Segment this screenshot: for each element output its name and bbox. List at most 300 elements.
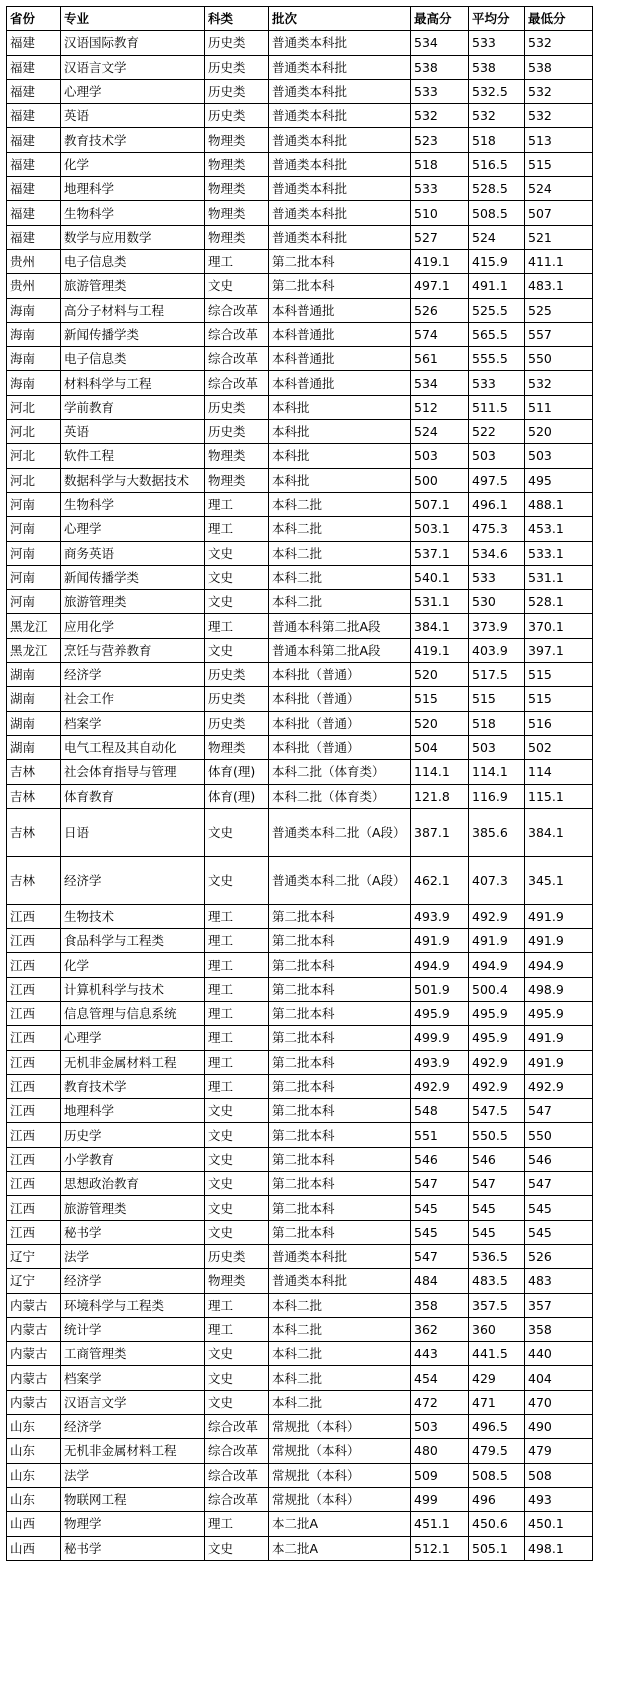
cell-subject-category: 体育(理) [205, 784, 269, 808]
cell-subject-category: 文史 [205, 1147, 269, 1171]
cell-subject-category: 综合改革 [205, 298, 269, 322]
cell-batch: 普通类本科批 [269, 1269, 411, 1293]
cell-max-score: 534 [411, 31, 469, 55]
header-row [7, 7, 593, 31]
cell-province: 江西 [7, 1001, 61, 1025]
header-batch: 批次 [269, 7, 411, 31]
cell-max-score: 484 [411, 1269, 469, 1293]
table-row [7, 492, 593, 516]
cell-min-score: 532 [525, 371, 593, 395]
cell-avg-score: 415.9 [469, 249, 525, 273]
cell-major: 食品科学与工程类 [61, 929, 205, 953]
cell-province: 河北 [7, 468, 61, 492]
cell-batch: 第二批本科 [269, 1074, 411, 1098]
cell-avg-score: 492.9 [469, 1050, 525, 1074]
cell-avg-score: 450.6 [469, 1512, 525, 1536]
cell-batch: 本科二批 [269, 1366, 411, 1390]
cell-max-score: 547 [411, 1172, 469, 1196]
cell-batch: 普通类本科二批（A段） [269, 856, 411, 904]
cell-avg-score: 491.1 [469, 274, 525, 298]
cell-avg-score: 547.5 [469, 1099, 525, 1123]
cell-batch: 本科二批（体育类） [269, 784, 411, 808]
cell-subject-category: 理工 [205, 492, 269, 516]
cell-subject-category: 综合改革 [205, 1487, 269, 1511]
cell-avg-score: 475.3 [469, 517, 525, 541]
cell-batch: 本科二批 [269, 541, 411, 565]
cell-batch: 本科二批 [269, 1293, 411, 1317]
cell-major: 档案学 [61, 1366, 205, 1390]
cell-province: 福建 [7, 104, 61, 128]
table-row [7, 614, 593, 638]
cell-subject-category: 理工 [205, 1074, 269, 1098]
cell-batch: 普通类本科批 [269, 1244, 411, 1268]
cell-min-score: 483.1 [525, 274, 593, 298]
cell-province: 山西 [7, 1536, 61, 1560]
cell-major: 经济学 [61, 1269, 205, 1293]
cell-avg-score: 550.5 [469, 1123, 525, 1147]
cell-max-score: 472 [411, 1390, 469, 1414]
cell-batch: 本科批（普通） [269, 735, 411, 759]
cell-major: 思想政治教育 [61, 1172, 205, 1196]
table-row [7, 79, 593, 103]
cell-batch: 第二批本科 [269, 1026, 411, 1050]
cell-major: 英语 [61, 420, 205, 444]
cell-avg-score: 496 [469, 1487, 525, 1511]
cell-subject-category: 文史 [205, 1099, 269, 1123]
header-min-score: 最低分 [525, 7, 593, 31]
cell-batch: 本科批 [269, 468, 411, 492]
cell-subject-category: 理工 [205, 1512, 269, 1536]
table-row [7, 1342, 593, 1366]
cell-max-score: 497.1 [411, 274, 469, 298]
cell-avg-score: 429 [469, 1366, 525, 1390]
cell-subject-category: 综合改革 [205, 322, 269, 346]
header-province: 省份 [7, 7, 61, 31]
cell-max-score: 362 [411, 1317, 469, 1341]
cell-major: 英语 [61, 104, 205, 128]
cell-province: 江西 [7, 904, 61, 928]
cell-min-score: 532 [525, 104, 593, 128]
cell-major: 经济学 [61, 1415, 205, 1439]
cell-min-score: 491.9 [525, 904, 593, 928]
cell-major: 软件工程 [61, 444, 205, 468]
cell-batch: 普通类本科批 [269, 79, 411, 103]
table-row [7, 663, 593, 687]
table-row [7, 468, 593, 492]
cell-subject-category: 历史类 [205, 711, 269, 735]
cell-major: 汉语言文学 [61, 55, 205, 79]
cell-min-score: 483 [525, 1269, 593, 1293]
cell-major: 档案学 [61, 711, 205, 735]
cell-province: 江西 [7, 953, 61, 977]
cell-avg-score: 533 [469, 565, 525, 589]
cell-avg-score: 533 [469, 31, 525, 55]
cell-major: 信息管理与信息系统 [61, 1001, 205, 1025]
cell-batch: 普通类本科批 [269, 55, 411, 79]
table-row [7, 1147, 593, 1171]
cell-subject-category: 物理类 [205, 128, 269, 152]
cell-max-score: 387.1 [411, 808, 469, 856]
cell-batch: 常规批（本科） [269, 1439, 411, 1463]
cell-province: 福建 [7, 79, 61, 103]
cell-subject-category: 物理类 [205, 1269, 269, 1293]
cell-min-score: 511 [525, 395, 593, 419]
cell-major: 心理学 [61, 517, 205, 541]
cell-min-score: 114 [525, 760, 593, 784]
table-row [7, 201, 593, 225]
cell-major: 汉语言文学 [61, 1390, 205, 1414]
cell-major: 社会体育指导与管理 [61, 760, 205, 784]
cell-subject-category: 文史 [205, 541, 269, 565]
cell-subject-category: 文史 [205, 1390, 269, 1414]
cell-province: 内蒙古 [7, 1342, 61, 1366]
cell-avg-score: 532 [469, 104, 525, 128]
table-row [7, 128, 593, 152]
cell-subject-category: 文史 [205, 808, 269, 856]
cell-min-score: 498.1 [525, 1536, 593, 1560]
cell-province: 河南 [7, 517, 61, 541]
cell-max-score: 537.1 [411, 541, 469, 565]
cell-subject-category: 体育(理) [205, 760, 269, 784]
cell-major: 工商管理类 [61, 1342, 205, 1366]
table-row [7, 808, 593, 856]
table-row [7, 856, 593, 904]
cell-province: 内蒙古 [7, 1390, 61, 1414]
cell-subject-category: 历史类 [205, 55, 269, 79]
cell-batch: 本科二批 [269, 492, 411, 516]
cell-avg-score: 518 [469, 128, 525, 152]
cell-min-score: 547 [525, 1172, 593, 1196]
cell-subject-category: 文史 [205, 590, 269, 614]
cell-province: 河南 [7, 590, 61, 614]
cell-province: 江西 [7, 1074, 61, 1098]
cell-major: 日语 [61, 808, 205, 856]
cell-avg-score: 483.5 [469, 1269, 525, 1293]
table-row [7, 1099, 593, 1123]
table-row [7, 1317, 593, 1341]
cell-min-score: 547 [525, 1099, 593, 1123]
cell-batch: 普通类本科批 [269, 104, 411, 128]
cell-province: 贵州 [7, 249, 61, 273]
admission-scores-table [6, 6, 593, 1561]
cell-max-score: 533 [411, 79, 469, 103]
cell-major: 生物技术 [61, 904, 205, 928]
cell-major: 统计学 [61, 1317, 205, 1341]
cell-min-score: 453.1 [525, 517, 593, 541]
cell-min-score: 491.9 [525, 929, 593, 953]
cell-batch: 本科批（普通） [269, 663, 411, 687]
cell-avg-score: 508.5 [469, 1463, 525, 1487]
cell-min-score: 557 [525, 322, 593, 346]
cell-subject-category: 文史 [205, 1536, 269, 1560]
cell-min-score: 532 [525, 31, 593, 55]
cell-province: 江西 [7, 1220, 61, 1244]
table-row [7, 1123, 593, 1147]
cell-major: 地理科学 [61, 177, 205, 201]
cell-subject-category: 理工 [205, 517, 269, 541]
cell-avg-score: 403.9 [469, 638, 525, 662]
cell-avg-score: 546 [469, 1147, 525, 1171]
cell-max-score: 504 [411, 735, 469, 759]
cell-subject-category: 历史类 [205, 104, 269, 128]
cell-province: 内蒙古 [7, 1317, 61, 1341]
cell-batch: 第二批本科 [269, 1050, 411, 1074]
cell-subject-category: 理工 [205, 953, 269, 977]
cell-max-score: 512.1 [411, 1536, 469, 1560]
table-row [7, 444, 593, 468]
cell-min-score: 538 [525, 55, 593, 79]
cell-max-score: 515 [411, 687, 469, 711]
table-row [7, 298, 593, 322]
cell-batch: 普通类本科批 [269, 201, 411, 225]
cell-min-score: 411.1 [525, 249, 593, 273]
cell-max-score: 510 [411, 201, 469, 225]
cell-province: 吉林 [7, 784, 61, 808]
cell-avg-score: 360 [469, 1317, 525, 1341]
cell-subject-category: 文史 [205, 1123, 269, 1147]
cell-min-score: 532 [525, 79, 593, 103]
table-row [7, 1001, 593, 1025]
cell-min-score: 525 [525, 298, 593, 322]
header-avg-score: 平均分 [469, 7, 525, 31]
cell-avg-score: 525.5 [469, 298, 525, 322]
cell-province: 江西 [7, 1123, 61, 1147]
cell-major: 无机非金属材料工程 [61, 1050, 205, 1074]
table-row [7, 638, 593, 662]
cell-min-score: 492.9 [525, 1074, 593, 1098]
cell-max-score: 520 [411, 663, 469, 687]
cell-major: 电气工程及其自动化 [61, 735, 205, 759]
cell-major: 化学 [61, 152, 205, 176]
cell-province: 湖南 [7, 663, 61, 687]
table-row [7, 1536, 593, 1560]
table-row [7, 249, 593, 273]
cell-max-score: 547 [411, 1244, 469, 1268]
cell-province: 山东 [7, 1463, 61, 1487]
cell-batch: 本科二批 [269, 517, 411, 541]
cell-subject-category: 物理类 [205, 177, 269, 201]
table-row [7, 1439, 593, 1463]
table-row [7, 565, 593, 589]
cell-subject-category: 物理类 [205, 201, 269, 225]
cell-batch: 第二批本科 [269, 904, 411, 928]
table-row [7, 1415, 593, 1439]
cell-subject-category: 理工 [205, 1317, 269, 1341]
cell-min-score: 516 [525, 711, 593, 735]
table-row [7, 104, 593, 128]
cell-major: 材料科学与工程 [61, 371, 205, 395]
cell-major: 法学 [61, 1463, 205, 1487]
cell-min-score: 450.1 [525, 1512, 593, 1536]
cell-min-score: 528.1 [525, 590, 593, 614]
cell-major: 物联网工程 [61, 1487, 205, 1511]
cell-max-score: 545 [411, 1220, 469, 1244]
cell-batch: 普通类本科批 [269, 177, 411, 201]
cell-avg-score: 114.1 [469, 760, 525, 784]
table-row [7, 541, 593, 565]
cell-avg-score: 373.9 [469, 614, 525, 638]
cell-max-score: 518 [411, 152, 469, 176]
cell-province: 福建 [7, 225, 61, 249]
cell-min-score: 495 [525, 468, 593, 492]
cell-min-score: 495.9 [525, 1001, 593, 1025]
cell-batch: 第二批本科 [269, 1001, 411, 1025]
header-major: 专业 [61, 7, 205, 31]
table-row [7, 929, 593, 953]
cell-min-score: 515 [525, 663, 593, 687]
cell-province: 海南 [7, 347, 61, 371]
cell-max-score: 494.9 [411, 953, 469, 977]
cell-batch: 常规批（本科） [269, 1415, 411, 1439]
cell-avg-score: 441.5 [469, 1342, 525, 1366]
table-row [7, 1487, 593, 1511]
cell-subject-category: 历史类 [205, 420, 269, 444]
cell-min-score: 531.1 [525, 565, 593, 589]
cell-min-score: 345.1 [525, 856, 593, 904]
cell-batch: 普通类本科批 [269, 128, 411, 152]
table-row [7, 1074, 593, 1098]
cell-major: 旅游管理类 [61, 1196, 205, 1220]
cell-major: 历史学 [61, 1123, 205, 1147]
table-row [7, 225, 593, 249]
table-row [7, 420, 593, 444]
cell-province: 福建 [7, 128, 61, 152]
cell-subject-category: 综合改革 [205, 1415, 269, 1439]
cell-subject-category: 物理类 [205, 444, 269, 468]
table-body [7, 31, 593, 1561]
cell-avg-score: 116.9 [469, 784, 525, 808]
cell-min-score: 550 [525, 347, 593, 371]
table-row [7, 371, 593, 395]
cell-major: 烹饪与营养教育 [61, 638, 205, 662]
cell-province: 福建 [7, 177, 61, 201]
cell-batch: 本科批（普通） [269, 711, 411, 735]
cell-min-score: 357 [525, 1293, 593, 1317]
cell-major: 数据科学与大数据技术 [61, 468, 205, 492]
cell-min-score: 384.1 [525, 808, 593, 856]
cell-batch: 本科批（普通） [269, 687, 411, 711]
cell-province: 海南 [7, 322, 61, 346]
cell-province: 海南 [7, 298, 61, 322]
cell-max-score: 507.1 [411, 492, 469, 516]
header-subject-category: 科类 [205, 7, 269, 31]
cell-major: 计算机科学与技术 [61, 977, 205, 1001]
cell-subject-category: 物理类 [205, 468, 269, 492]
cell-max-score: 500 [411, 468, 469, 492]
table-row [7, 177, 593, 201]
cell-province: 山东 [7, 1439, 61, 1463]
cell-batch: 本科二批 [269, 1342, 411, 1366]
cell-batch: 第二批本科 [269, 274, 411, 298]
table-row [7, 1463, 593, 1487]
cell-major: 社会工作 [61, 687, 205, 711]
cell-province: 湖南 [7, 687, 61, 711]
cell-avg-score: 522 [469, 420, 525, 444]
cell-subject-category: 文史 [205, 1342, 269, 1366]
table-row [7, 1512, 593, 1536]
cell-max-score: 454 [411, 1366, 469, 1390]
cell-subject-category: 历史类 [205, 79, 269, 103]
cell-avg-score: 545 [469, 1220, 525, 1244]
cell-subject-category: 历史类 [205, 395, 269, 419]
cell-province: 江西 [7, 1099, 61, 1123]
header-max-score: 最高分 [411, 7, 469, 31]
cell-province: 黑龙江 [7, 614, 61, 638]
cell-avg-score: 555.5 [469, 347, 525, 371]
cell-avg-score: 505.1 [469, 1536, 525, 1560]
cell-batch: 本二批A [269, 1512, 411, 1536]
cell-avg-score: 492.9 [469, 904, 525, 928]
cell-major: 小学教育 [61, 1147, 205, 1171]
cell-subject-category: 历史类 [205, 1244, 269, 1268]
cell-min-score: 397.1 [525, 638, 593, 662]
cell-min-score: 503 [525, 444, 593, 468]
cell-max-score: 495.9 [411, 1001, 469, 1025]
cell-max-score: 534 [411, 371, 469, 395]
cell-subject-category: 综合改革 [205, 1463, 269, 1487]
cell-batch: 普通类本科批 [269, 31, 411, 55]
cell-max-score: 462.1 [411, 856, 469, 904]
cell-batch: 第二批本科 [269, 1099, 411, 1123]
cell-max-score: 121.8 [411, 784, 469, 808]
cell-avg-score: 495.9 [469, 1026, 525, 1050]
cell-subject-category: 文史 [205, 856, 269, 904]
cell-avg-score: 385.6 [469, 808, 525, 856]
cell-max-score: 503.1 [411, 517, 469, 541]
cell-batch: 第二批本科 [269, 1172, 411, 1196]
cell-province: 河北 [7, 420, 61, 444]
cell-min-score: 488.1 [525, 492, 593, 516]
cell-min-score: 524 [525, 177, 593, 201]
cell-province: 江西 [7, 1196, 61, 1220]
cell-subject-category: 历史类 [205, 687, 269, 711]
cell-batch: 普通类本科批 [269, 225, 411, 249]
cell-major: 生物科学 [61, 492, 205, 516]
cell-min-score: 490 [525, 1415, 593, 1439]
cell-province: 海南 [7, 371, 61, 395]
cell-subject-category: 理工 [205, 1293, 269, 1317]
cell-avg-score: 508.5 [469, 201, 525, 225]
cell-min-score: 546 [525, 1147, 593, 1171]
cell-avg-score: 497.5 [469, 468, 525, 492]
cell-avg-score: 492.9 [469, 1074, 525, 1098]
cell-batch: 本科二批（体育类） [269, 760, 411, 784]
cell-avg-score: 479.5 [469, 1439, 525, 1463]
cell-avg-score: 503 [469, 735, 525, 759]
cell-min-score: 545 [525, 1220, 593, 1244]
cell-major: 无机非金属材料工程 [61, 1439, 205, 1463]
cell-batch: 本科二批 [269, 565, 411, 589]
cell-batch: 本科批 [269, 395, 411, 419]
table-row [7, 1269, 593, 1293]
cell-max-score: 503 [411, 1415, 469, 1439]
cell-min-score: 515 [525, 152, 593, 176]
table-row [7, 784, 593, 808]
cell-province: 福建 [7, 201, 61, 225]
cell-max-score: 114.1 [411, 760, 469, 784]
cell-major: 化学 [61, 953, 205, 977]
table-row [7, 322, 593, 346]
table-row [7, 31, 593, 55]
cell-avg-score: 533 [469, 371, 525, 395]
cell-avg-score: 524 [469, 225, 525, 249]
cell-avg-score: 538 [469, 55, 525, 79]
cell-batch: 本科普通批 [269, 298, 411, 322]
cell-min-score: 479 [525, 1439, 593, 1463]
cell-province: 河北 [7, 444, 61, 468]
cell-max-score: 451.1 [411, 1512, 469, 1536]
cell-max-score: 526 [411, 298, 469, 322]
